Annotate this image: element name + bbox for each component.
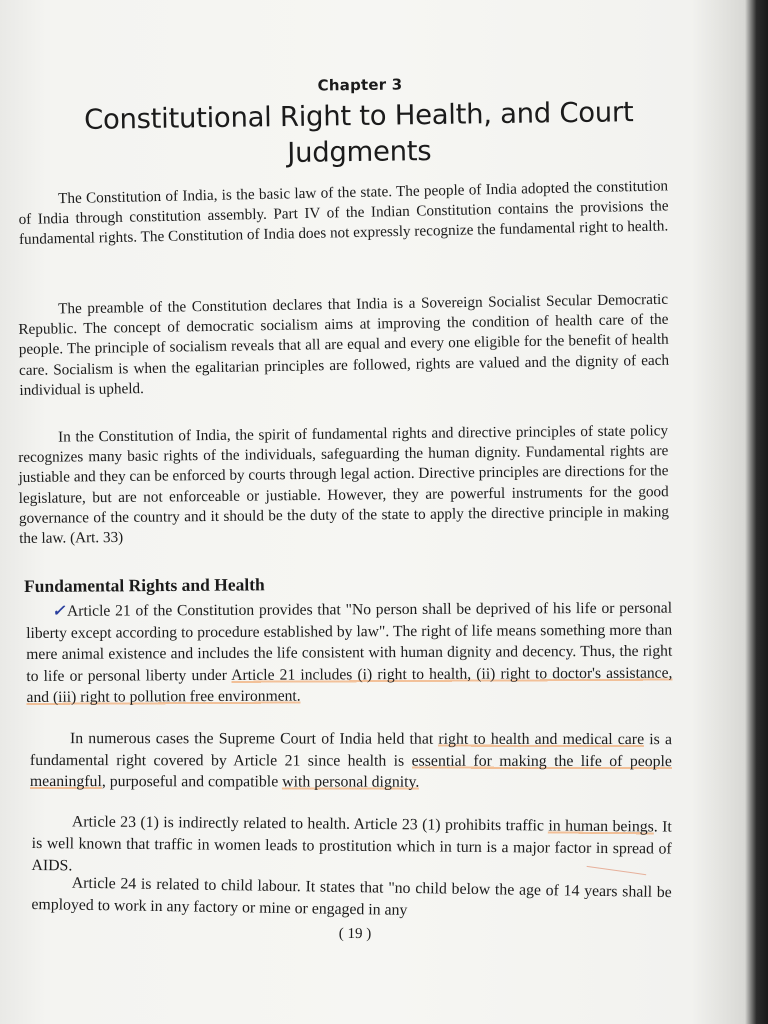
page-number: ( 19 ) [338, 925, 372, 943]
paragraph-3 [18, 421, 669, 549]
highlighted-text: Article 21 includes (i) right to health, (ii) right to doctor's assistance, and (iii) right to pollution free environment. [26, 664, 673, 707]
chapter-title-line1: Constitutional Right to Health, and Court [83, 96, 634, 136]
highlighted-text: with personal dignity. [282, 773, 420, 791]
chapter-label: Chapter 3 [317, 75, 403, 95]
paragraph-text [31, 811, 672, 883]
paragraph-text: In the Constitution of India, the spirit of fundamental rights and directive principles of state policy recognizes many basic rights of the individuals, safeguarding the human dignity. Fundamental rights are justiable and they can be enforced by courts through legal action. Directive principles are directions for the legislature, but are not enforceable or justiable. However, they are powerful instruments for the good governance of the country and it should be the duty of the state to apply the directive principle in making the law. (Art. 33) [18, 422, 669, 548]
paragraph-2 [18, 290, 670, 401]
paragraph-segment: Article 23 (1) is indirectly related to health. Article 23 (1) prohibits traffic [71, 813, 549, 835]
paragraph-segment: Article 21 of the Constitution provides that "No person shall be deprived of his life or personal liberty except according to procedure established by law". The right of life means something more than mere animal existence and includes the life consistent with human dignity and decency. Thus, the right to life or personal liberty under [26, 599, 673, 685]
paragraph-text [26, 598, 673, 709]
paragraph-segment: , purposeful and compatible [101, 773, 283, 791]
paragraph-text: Article 24 is related to child labour. It states that "no child below the age of 14 years shall be employed to work in any factory or mine or engaged in any [31, 874, 672, 919]
checkmark-icon: ✓ [52, 602, 67, 620]
highlighted-text: essential for making the life of people meaningful [29, 752, 672, 791]
paragraph-1 [18, 176, 669, 250]
highlighted-text: right to health and medical care [438, 730, 645, 749]
paragraph-5 [30, 728, 672, 794]
paragraph-text: The Constitution of India, is the basic law of the state. The people of India adopted the constitution of India through constitution assembly. Part IV of the Indian Constitution contains the provisions the fundamental rights. The Constitution of India does not expressly recognize the fundamental right to health. [18, 177, 669, 249]
paragraph-text [30, 728, 672, 794]
paragraph-segment: . It is well known that traffic in women leads to prostitution which in turn is a major factor in spread of AIDS. [31, 818, 672, 875]
paragraph-segment: is a fundamental right covered by Article 21 since health is [29, 731, 672, 770]
section-heading: Fundamental Rights and Health [24, 574, 265, 596]
paragraph-text: The preamble of the Constitution declares that India is a Sovereign Socialist Secular Democratic Republic. The concept of democratic socialism aims at improving the condition of health care of the people. The principle of socialism reveals that all are equal and every one eligible for the benefit of health care. Socialism is when the egalitarian principles are followed, rights are valued and the dignity of each individual is upheld. [18, 290, 670, 399]
paragraph-4 [26, 598, 673, 709]
paragraph-segment: In numerous cases the Supreme Court of India held that [69, 730, 439, 748]
chapter-title [14, 93, 705, 175]
chapter-title-line2: Judgments [287, 134, 432, 170]
paragraph-6 [31, 811, 672, 883]
paragraph-7 [31, 872, 672, 926]
highlighted-text: in human beings [548, 817, 654, 836]
